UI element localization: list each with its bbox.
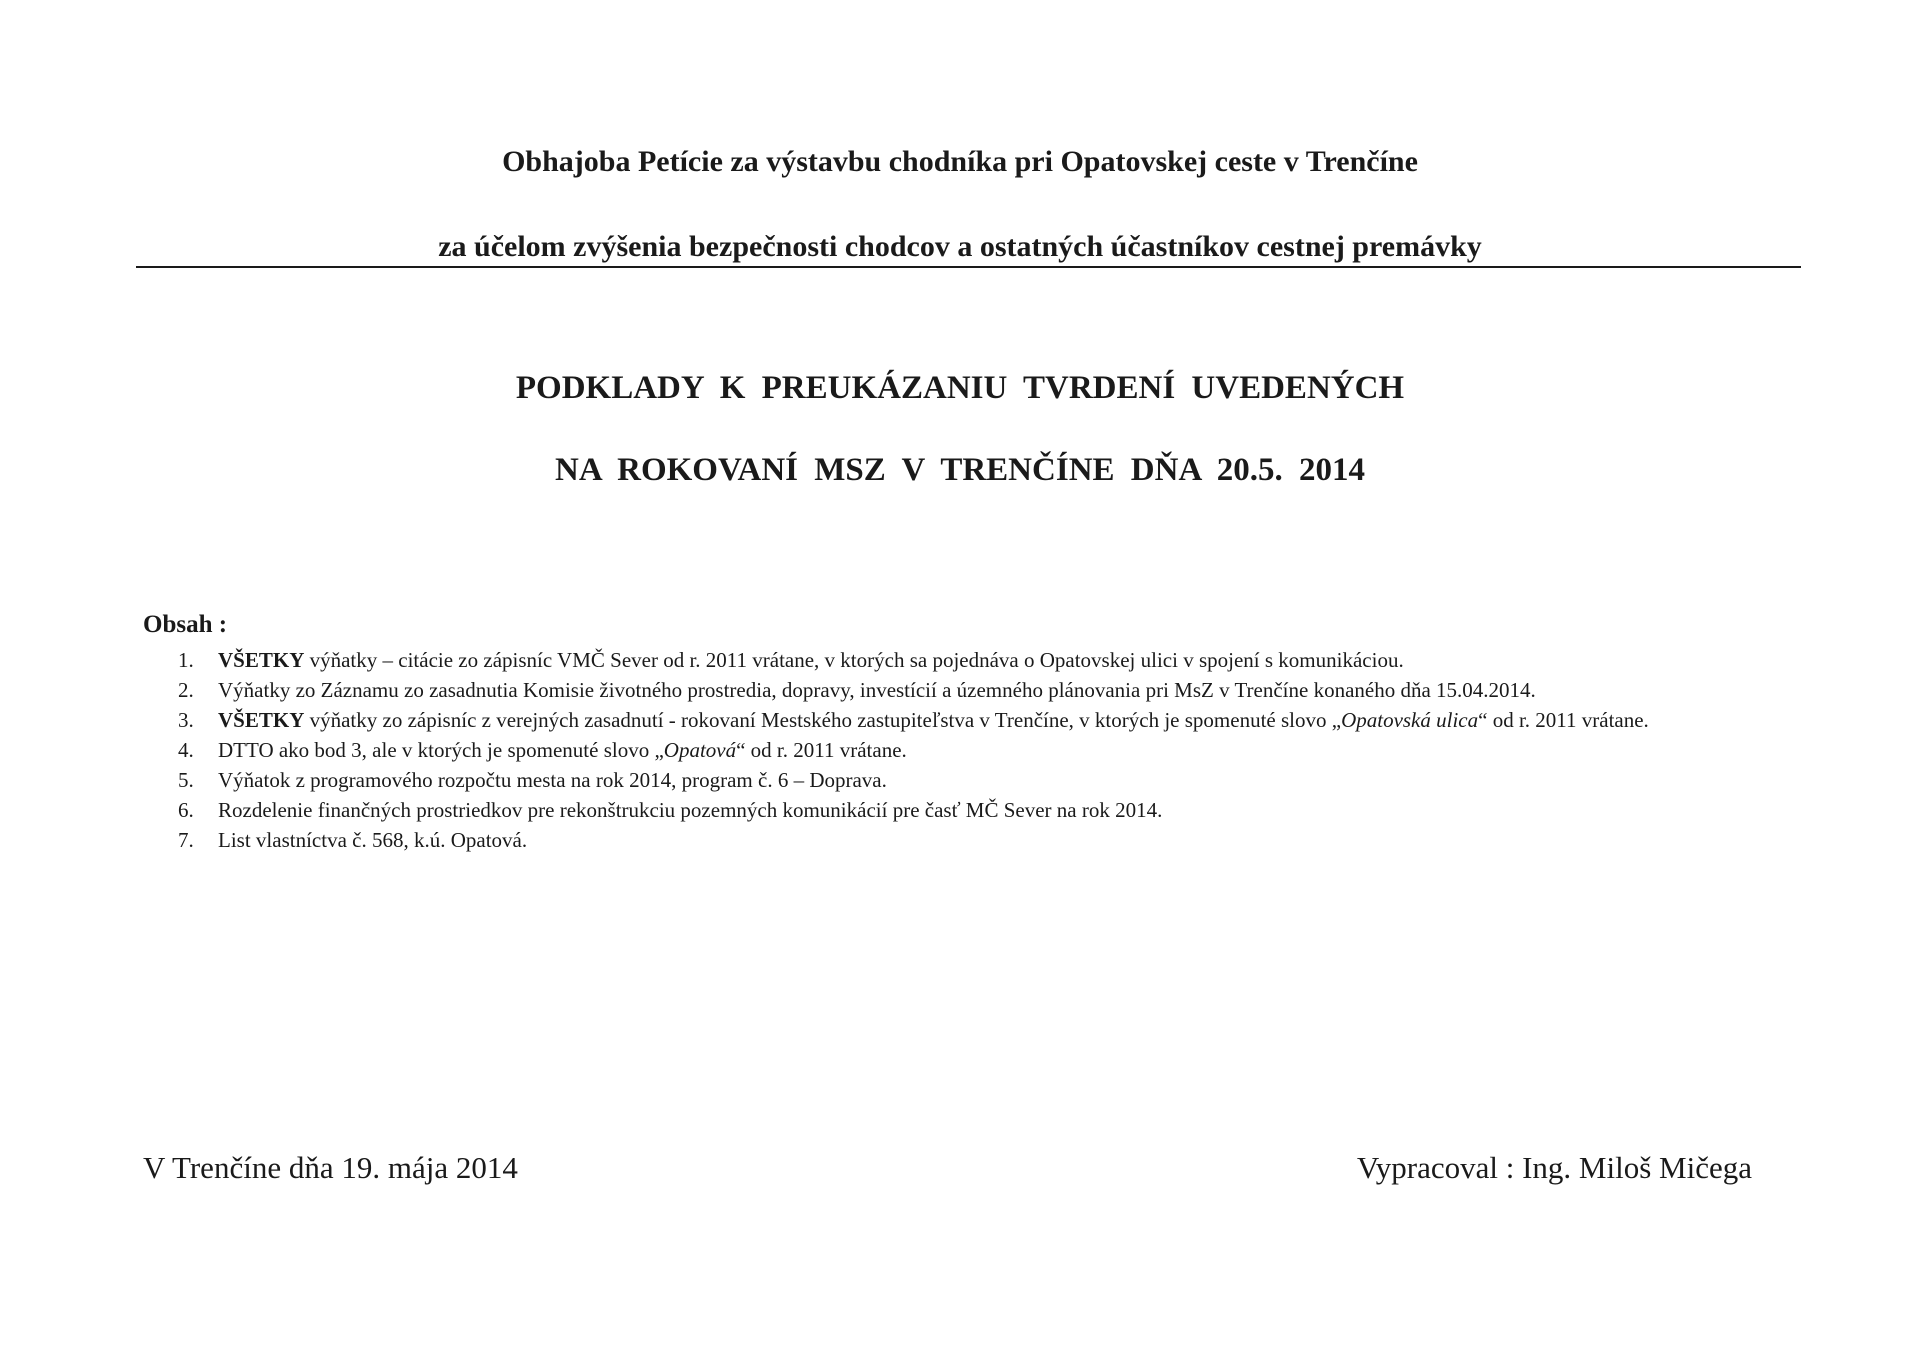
- list-item-text: [218, 828, 527, 852]
- list-item: [170, 677, 1760, 703]
- list-item-emphasis: VŠETKY: [218, 648, 305, 672]
- list-item-body: Výňatky zo Záznamu zo zasadnutia Komisie životného prostredia, dopravy, investícií a územného plánovania pri MsZ v Trenčíne konaného dňa 15.04.2014.: [218, 678, 1536, 702]
- list-item-body: výňatky – citácie zo zápisníc VMČ Sever od r. 2011 vrátane, v ktorých sa pojednáva o Opatovskej ulici v spojení s komunikáciou.: [304, 648, 1404, 672]
- list-item: [170, 737, 1760, 763]
- list-item: [170, 647, 1760, 673]
- list-item-text: [218, 678, 1536, 702]
- list-item-body: Výňatok z programového rozpočtu mesta na rok 2014, program č. 6 – Doprava.: [218, 768, 887, 792]
- list-item-italic: Opatovská ulica: [1341, 708, 1479, 732]
- list-item-text: [218, 768, 887, 792]
- document-title-line-2: za účelom zvýšenia bezpečnosti chodcov a ostatných účastníkov cestnej premávky: [438, 230, 1482, 263]
- list-item: [170, 707, 1760, 733]
- list-item-number: 2.: [178, 678, 194, 702]
- prepared-by: Vypracoval : Ing. Miloš Mičega: [1356, 1150, 1752, 1185]
- document-title-line-1: Obhajoba Petície za výstavbu chodníka pri Opatovskej ceste v Trenčíne: [502, 145, 1418, 178]
- list-item: [170, 797, 1760, 823]
- section-heading-line-2: NA ROKOVANÍ MSZ V TRENČÍNE DŇA 20.5. 2014: [555, 452, 1365, 488]
- list-item-number: 4.: [178, 738, 194, 762]
- list-item-text: [218, 708, 1649, 732]
- place-and-date: V Trenčíne dňa 19. mája 2014: [143, 1150, 518, 1185]
- section-heading-line-1: PODKLADY K PREUKÁZANIU TVRDENÍ UVEDENÝCH: [515, 370, 1405, 406]
- list-item-number: 3.: [178, 708, 194, 732]
- list-item-body-after: “ od r. 2011 vrátane.: [1478, 708, 1649, 732]
- list-item-text: [218, 648, 1404, 672]
- list-item-emphasis: VŠETKY: [218, 708, 305, 732]
- list-item-body: Rozdelenie finančných prostriedkov pre rekonštrukciu pozemných komunikácií pre časť MČ Sever na rok 2014.: [218, 798, 1163, 822]
- list-item-italic: Opatová: [663, 738, 737, 762]
- list-item-number: 5.: [178, 768, 194, 792]
- list-item-text: [218, 798, 1162, 822]
- list-item-body: výňatky zo zápisníc z verejných zasadnutí - rokovaní Mestského zastupiteľstva v Trenčíne, v ktorých je spomenuté slovo „: [304, 708, 1342, 732]
- list-item-body-after: “ od r. 2011 vrátane.: [736, 738, 907, 762]
- list-item: [170, 827, 1760, 853]
- list-item-number: 6.: [178, 798, 194, 822]
- list-item-number: 7.: [178, 828, 194, 852]
- list-item-body: List vlastníctva č. 568, k.ú. Opatová.: [218, 828, 528, 852]
- list-item-body: DTTO ako bod 3, ale v ktorých je spomenuté slovo „: [218, 738, 664, 762]
- contents-label: Obsah :: [143, 611, 228, 638]
- contents-list: [170, 647, 1760, 857]
- list-item-text: [218, 738, 907, 762]
- list-item: [170, 767, 1760, 793]
- header-divider: [136, 266, 1801, 268]
- list-item-number: 1.: [178, 648, 194, 672]
